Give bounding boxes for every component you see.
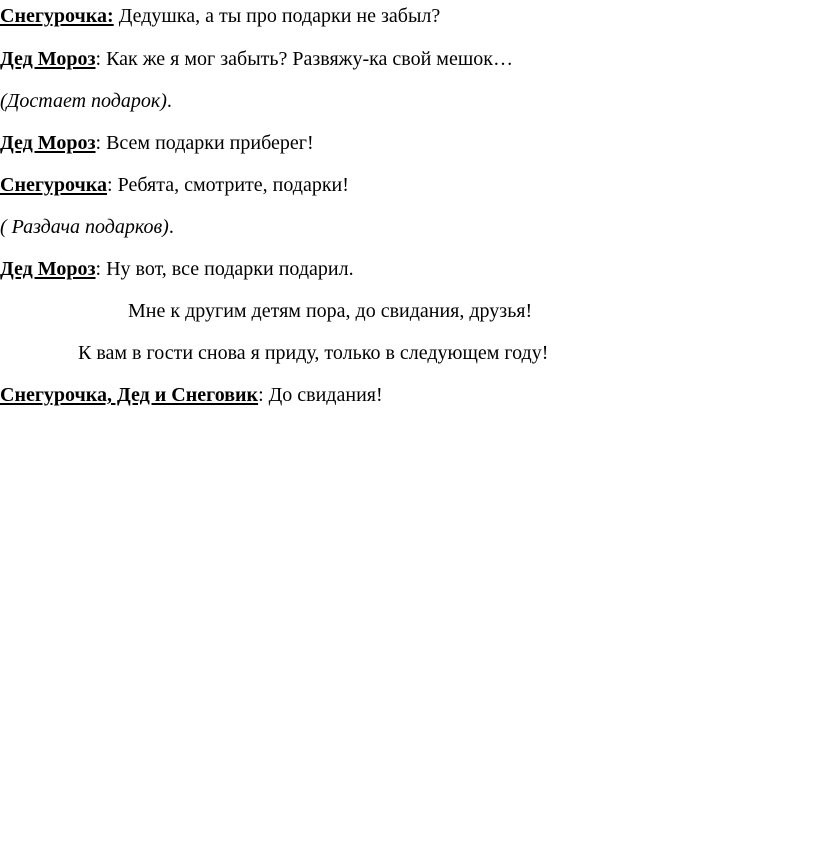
verse-line-2 <box>78 341 548 365</box>
speaker-name: Снегурочка, Дед и Снеговик <box>0 384 259 406</box>
stage-direction-text: (Достает подарок) <box>0 90 167 112</box>
speaker-name: Снегурочка <box>0 174 108 196</box>
speaker-separator: : <box>258 384 264 406</box>
dialogue-text: До свидания! <box>263 384 383 406</box>
speaker-name: Дед Мороз <box>0 132 96 154</box>
dialogue-line-5 <box>0 257 354 281</box>
dialogue-line-6 <box>0 383 383 407</box>
stage-direction-period: . <box>168 216 174 238</box>
stage-direction-period: . <box>166 90 172 112</box>
dialogue-text: Ребята, смотрите, подарки! <box>112 174 349 196</box>
stage-direction-text: ( Раздача подарков) <box>0 216 169 238</box>
verse-line-1 <box>128 299 532 323</box>
dialogue-line-2 <box>0 47 513 71</box>
speaker-separator: : <box>95 132 102 154</box>
dialogue-text: Как же я мог забыть? Развяжу-ка свой мешок… <box>101 48 513 70</box>
speaker-name: Снегурочка: <box>0 5 114 27</box>
speaker-name: Дед Мороз <box>0 48 96 70</box>
dialogue-line-3 <box>0 131 314 155</box>
speaker-separator: : <box>107 174 113 196</box>
verse-text: Мне к другим детям пора, до свидания, друзья! <box>128 300 533 322</box>
verse-text: К вам в гости снова я приду, только в следующем году! <box>78 342 549 364</box>
dialogue-line-4 <box>0 173 349 197</box>
speaker-separator: : <box>95 258 102 280</box>
dialogue-text: Дедушка, а ты про подарки не забыл? <box>113 5 441 27</box>
stage-direction-1 <box>0 89 172 113</box>
dialogue-line-1 <box>0 4 440 28</box>
speaker-name: Дед Мороз <box>0 258 96 280</box>
stage-direction-2 <box>0 215 174 239</box>
speaker-separator: : <box>95 48 102 70</box>
dialogue-text: Ну вот, все подарки подарил. <box>101 258 354 280</box>
dialogue-text: Всем подарки приберег! <box>101 132 314 154</box>
